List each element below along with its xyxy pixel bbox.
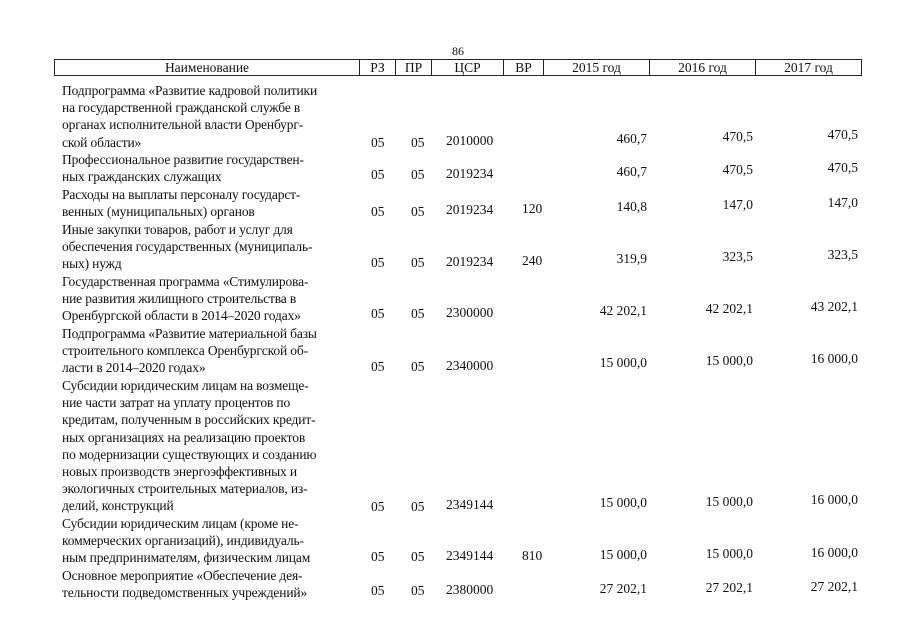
row-vr: 810 [522, 548, 543, 563]
row-name: Подпрограмма «Развитие материальной базы строительного комплекса Оренбургской об- ласти в 2014–2020 годах» [62, 326, 317, 376]
row-2016: 323,5 [722, 249, 753, 264]
row-csr: 2010000 [446, 133, 494, 148]
row-2017: 43 202,1 [810, 299, 858, 314]
row-2015: 27 202,1 [599, 581, 647, 596]
page-number: 86 [452, 44, 464, 58]
row-2016: 15 000,0 [705, 353, 753, 368]
row-csr: 2349144 [446, 497, 494, 512]
row-2015: 319,9 [616, 251, 647, 266]
row-pr: 05 [411, 306, 425, 321]
row-csr: 2340000 [446, 358, 494, 373]
row-csr: 2349144 [446, 548, 494, 563]
row-rz: 05 [371, 255, 385, 270]
row-2016: 470,5 [722, 129, 753, 144]
row-2017: 16 000,0 [810, 351, 858, 366]
row-2016: 147,0 [722, 197, 753, 212]
header-2017: 2017 год [784, 60, 833, 75]
row-2015: 460,7 [616, 164, 647, 179]
row-2016: 15 000,0 [705, 546, 753, 561]
row-rz: 05 [371, 583, 385, 598]
row-rz: 05 [371, 359, 385, 374]
row-2016: 15 000,0 [705, 494, 753, 509]
row-rz: 05 [371, 167, 385, 182]
row-rz: 05 [371, 204, 385, 219]
row-2015: 42 202,1 [599, 303, 647, 318]
row-pr: 05 [411, 204, 425, 219]
row-pr: 05 [411, 255, 425, 270]
row-name: Основное мероприятие «Обеспечение дея- тельности подведомственных учреждений» [62, 568, 308, 601]
row-pr: 05 [411, 499, 425, 514]
row-2015: 15 000,0 [599, 355, 647, 370]
row-pr: 05 [411, 167, 425, 182]
header-name: Наименование [55, 60, 360, 75]
row-rz: 05 [371, 306, 385, 321]
row-pr: 05 [411, 583, 425, 598]
header-rz: РЗ [360, 60, 396, 75]
row-2015: 15 000,0 [599, 495, 647, 510]
row-rz: 05 [371, 549, 385, 564]
row-2017: 16 000,0 [810, 545, 858, 560]
row-rz: 05 [371, 135, 385, 150]
row-pr: 05 [411, 135, 425, 150]
row-2016: 27 202,1 [705, 580, 753, 595]
row-2017: 470,5 [827, 160, 858, 175]
row-name: Расходы на выплаты персоналу государст- венных (муниципальных) органов [62, 187, 301, 220]
row-2015: 460,7 [616, 131, 647, 146]
row-2017: 16 000,0 [810, 492, 858, 507]
row-name: Иные закупки товаров, работ и услуг для обеспечения государственных (муниципаль- ных) нужд [62, 222, 313, 272]
row-2017: 27 202,1 [810, 579, 858, 594]
header-csr: ЦСР [432, 60, 504, 75]
row-csr: 2019234 [446, 166, 494, 181]
row-csr: 2300000 [446, 305, 494, 320]
row-name: Государственная программа «Стимулирова- ние развития жилищного строительства в Оренбургской области в 2014–2020 годах» [62, 274, 309, 324]
row-csr: 2019234 [446, 202, 494, 217]
row-2016: 470,5 [722, 162, 753, 177]
header-vr: ВР [504, 60, 544, 75]
row-name: Субсидии юридическим лицам на возмеще- ние части затрат на уплату процентов по кредитам, полученным в российских кредит- ных организациях на реализацию проектов по модернизации существующих и созданию новых производств энергоэффективных и экологичных строительных материалов, из- делий, конструкций [62, 378, 317, 514]
row-name: Подпрограмма «Развитие кадровой политики на государственной гражданской службе в органах исполнительной власти Оренбург- ской области» [62, 83, 318, 150]
row-pr: 05 [411, 549, 425, 564]
row-pr: 05 [411, 359, 425, 374]
row-2017: 470,5 [827, 127, 858, 142]
row-2017: 147,0 [827, 195, 858, 210]
header-2015: 2015 год [544, 60, 650, 75]
row-name: Субсидии юридическим лицам (кроме не- коммерческих организаций), индивидуаль- ным предпринимателям, физическим лицам [62, 516, 311, 566]
table-header [54, 59, 862, 76]
row-name: Профессиональное развитие государствен- ных гражданских служащих [62, 152, 304, 185]
row-2017: 323,5 [827, 247, 858, 262]
row-2016: 42 202,1 [705, 301, 753, 316]
row-2015: 140,8 [616, 199, 647, 214]
row-rz: 05 [371, 499, 385, 514]
row-vr: 240 [522, 253, 543, 268]
row-csr: 2380000 [446, 582, 494, 597]
header-pr: ПР [396, 60, 432, 75]
header-2016: 2016 год [650, 60, 756, 75]
row-2015: 15 000,0 [599, 547, 647, 562]
row-csr: 2019234 [446, 254, 494, 269]
row-vr: 120 [522, 201, 543, 216]
